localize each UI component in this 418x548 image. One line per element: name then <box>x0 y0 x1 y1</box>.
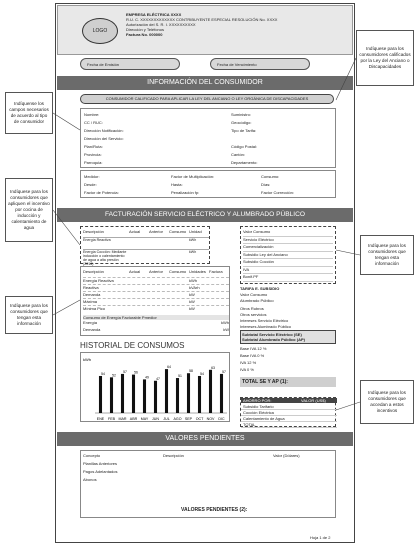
table2-head: Anterior <box>149 269 164 274</box>
incentive-head-label: AHORRO POR: <box>243 398 272 403</box>
ruc-line: R.U. C. XXXXXXXXXXXXX CONTRIBUYENTE ESPECIAL RESOLUCIÓN No. XXXX <box>126 17 278 22</box>
table2-head: Unidades <box>189 269 206 274</box>
consumer-field: Dirección Notificación: <box>84 128 124 133</box>
table1-head: Descripción <box>83 229 104 234</box>
table2-cell: Máxima <box>83 299 98 304</box>
tax-item: Base IVA 0 % <box>240 353 265 358</box>
table1-head: Actual <box>129 229 141 234</box>
pending-row: Pagos Adelantados <box>83 469 118 474</box>
invoice-number: Factura No. 000000 <box>126 32 163 37</box>
pending-head-concept: Concepto <box>83 453 101 458</box>
billing-item: Valor Consumo <box>240 292 268 297</box>
note-info2: Indíquese para los consumidores que tengan esta información <box>5 296 53 334</box>
consumer-field: Departamento: <box>231 160 258 165</box>
billable-cell: Energía <box>83 320 98 325</box>
billing-item: Comercialización <box>243 244 333 252</box>
billable-cell: kWh <box>221 320 229 325</box>
x-tick-label: MAR <box>118 417 127 421</box>
x-tick-label: MAY <box>140 417 149 421</box>
meter-field: Desde: <box>84 182 97 187</box>
table2-cell: kW <box>189 292 195 297</box>
note-info1: Indíquese para los consumidores que tengan esta información <box>360 235 414 275</box>
auth-line: Autorización del S. R. I. XXXXXXXXXX <box>126 22 196 27</box>
table2-head: Consumo <box>169 269 187 274</box>
table1-cell: kWh <box>189 250 197 254</box>
pending-head-desc: Descripción <box>163 453 184 458</box>
meter-field: Hasta: <box>171 182 183 187</box>
bar-value-label: 64 <box>167 365 171 370</box>
table1-cell: Energía Cocción: Mediante inducción o calentamiento de agua a alta presión (2016) <box>83 250 127 266</box>
bar-value-label: 54 <box>200 371 204 376</box>
meter-field: Factor de Multiplicación: <box>171 174 215 179</box>
consumer-field: Plan/Ruta: <box>84 144 103 149</box>
meter-field: Días: <box>261 182 271 187</box>
table2-cell: kW <box>189 306 195 311</box>
billing-item: Subsidio Cocción <box>243 259 333 267</box>
incentive-row: TOTAL <box>241 422 337 428</box>
billing-title: FACTURACIÓN SERVICIO ELÉCTRICO Y ALUMBRADO PÚBLICO <box>57 208 353 222</box>
history-title: HISTORIAL DE CONSUMOS <box>80 341 185 350</box>
bar-value-label: 63 <box>211 365 215 370</box>
pending-head-value: Valor (Dólares) <box>273 453 300 458</box>
bar-value-label: 56 <box>134 370 138 375</box>
bar-value-label: 57 <box>123 369 127 374</box>
address-line: Dirección y Teléfonos <box>126 27 164 32</box>
table1-head: Anterior <box>149 229 164 234</box>
emission-date: Fecha de Emisión <box>80 58 180 70</box>
meter-field: Penalización fp: <box>171 190 200 195</box>
consumer-field: Nombre: <box>84 112 100 117</box>
table2-head: Factura <box>209 269 223 274</box>
table2-head: Actual <box>129 269 141 274</box>
table1-head: Consumo <box>169 229 187 234</box>
subtotal-ap: Subtotal Alumbrado Público (AP) <box>242 337 305 342</box>
billable-label: Consumo de Energía Facturable Pmedior <box>83 315 229 320</box>
table1-cell: kWh <box>189 238 197 242</box>
billing-item: Intereses Servicio Eléctrico <box>240 318 289 323</box>
logo: LOGO <box>82 18 118 44</box>
consumer-field: CC / RUC: <box>84 120 103 125</box>
incentive-row: Calentamiento de Agua <box>241 416 337 422</box>
table2-cell: kW <box>189 299 195 304</box>
company-name: EMPRESA ELÉCTRICA XXXX <box>126 12 182 17</box>
table2-cell: Mínima Pico <box>83 306 106 311</box>
x-tick-label: DIC <box>218 417 225 421</box>
pending-row: Planillas Anteriores <box>83 461 118 466</box>
billing-item: Subsidio Ley del Anciano <box>243 252 333 260</box>
x-tick-label: ABR <box>129 417 138 421</box>
pending-title: VALORES PENDIENTES <box>57 432 353 446</box>
consumer-field: Parroquia: <box>84 160 103 165</box>
bar-value-label: 54 <box>101 371 105 376</box>
pending-total: VALORES PENDIENTES (2): <box>181 507 248 513</box>
meter-field: Factor de Potencia: <box>84 190 119 195</box>
x-tick-label: JUL <box>163 417 170 421</box>
billing-item: Otros Rubros <box>240 306 264 311</box>
tax-item: Base IVA 12 % <box>240 346 267 351</box>
subtotal-se: Subtotal Servicio Eléctrico (SE) <box>242 332 302 337</box>
table2-cell: Reactiva <box>83 285 99 290</box>
billable-cell: kW <box>223 327 229 332</box>
billing-item: Servicio Eléctrico <box>243 237 333 245</box>
incentive-row: Subsidio Tarifario <box>241 404 337 410</box>
x-tick-label: NOV <box>206 417 215 421</box>
meter-field: Consumo: <box>261 174 280 179</box>
meter-field: Medidor: <box>84 174 100 179</box>
bar-value-label: 57 <box>222 369 226 374</box>
y-axis-unit: kWh <box>83 357 91 362</box>
billing-item: IVA <box>243 267 333 275</box>
billing-item: Alumbrado Público <box>240 298 274 303</box>
x-tick-label: SEP <box>184 417 193 421</box>
tarifa-label: TARIFA E. SUBSIDIO <box>240 286 280 291</box>
consumer-field: Geocódigo: <box>231 120 252 125</box>
note-campos: Indíquense los campos necesarios de acuerdo al tipo de consumidor <box>5 92 53 134</box>
billing-item: Valor Consumo <box>243 229 333 237</box>
consumer-field: Tipo de Tarifa: <box>231 128 257 133</box>
incentive-row: Cocción Eléctrica <box>241 410 337 416</box>
table1-head: Unidad <box>189 229 202 234</box>
x-tick-label: OCT <box>195 417 204 421</box>
tax-item: IVA 0 % <box>240 367 254 372</box>
bar-value-label: 49 <box>145 375 149 380</box>
consumer-field: Cantón: <box>231 152 246 157</box>
meter-field: Factor Corrección: <box>261 190 294 195</box>
note-incentivo: Indíquese para los consumidores que apliquen el incentivo por cocina de inducción y calentamiento de agua <box>5 178 53 242</box>
x-tick-label: ENE <box>96 417 105 421</box>
table2-head: Descripción <box>83 269 104 274</box>
bar-value-label: 51 <box>178 374 182 379</box>
table2-cell: kVArh <box>189 285 200 290</box>
consumer-banner: CONSUMIDOR CALIFICADO PARA APLICAR LA LEY DEL ANCIANO O LEY ORGÁNICA DE DISCAPACIDADES <box>80 94 334 104</box>
table2-cell: Demanda <box>83 292 101 297</box>
incentive-head-value: VALOR (US$) <box>301 398 326 403</box>
billing-item: Otros servicios <box>240 312 267 317</box>
billable-cell: Demanda <box>83 327 101 332</box>
note-anciano: Indíquese para los consumidores calificados por la Ley del Anciano o Discapacidades <box>356 30 414 86</box>
table2-cell: kWh <box>189 278 197 283</box>
consumer-field: Provincia: <box>84 152 102 157</box>
total-se-ap: TOTAL SE Y AP (1): <box>240 377 336 387</box>
consumer-field: Suministro: <box>231 112 252 117</box>
tax-item: IVA 12 % <box>240 360 257 365</box>
billing-item: Intereses Alumbrado Público <box>240 324 291 329</box>
bar-value-label: 47 <box>156 376 160 381</box>
consumer-field: Dirección del Servicio: <box>84 136 124 141</box>
pending-row: Abonos <box>83 477 97 482</box>
billing-item: Bonif.PF <box>243 274 333 282</box>
table1-cell: Energía Reactiva <box>83 238 111 242</box>
x-tick-label: FEB <box>108 417 115 421</box>
x-tick-label: AGO <box>173 417 182 421</box>
note-incentivos: Indíquese para los consumidores que accedan a estos incentivos <box>360 380 414 424</box>
x-tick-label: JUN <box>152 417 159 421</box>
due-date: Fecha de Vencimiento <box>210 58 310 70</box>
page-number: Hoja 1 de 2 <box>310 535 331 540</box>
consumer-title: INFORMACIÓN DEL CONSUMIDOR <box>57 76 353 90</box>
consumer-field: Código Postal: <box>231 144 258 149</box>
table2-cell: Energía Reactiva <box>83 278 114 283</box>
bar-value-label: 58 <box>189 369 193 374</box>
bar-value-label: 52 <box>112 373 116 378</box>
